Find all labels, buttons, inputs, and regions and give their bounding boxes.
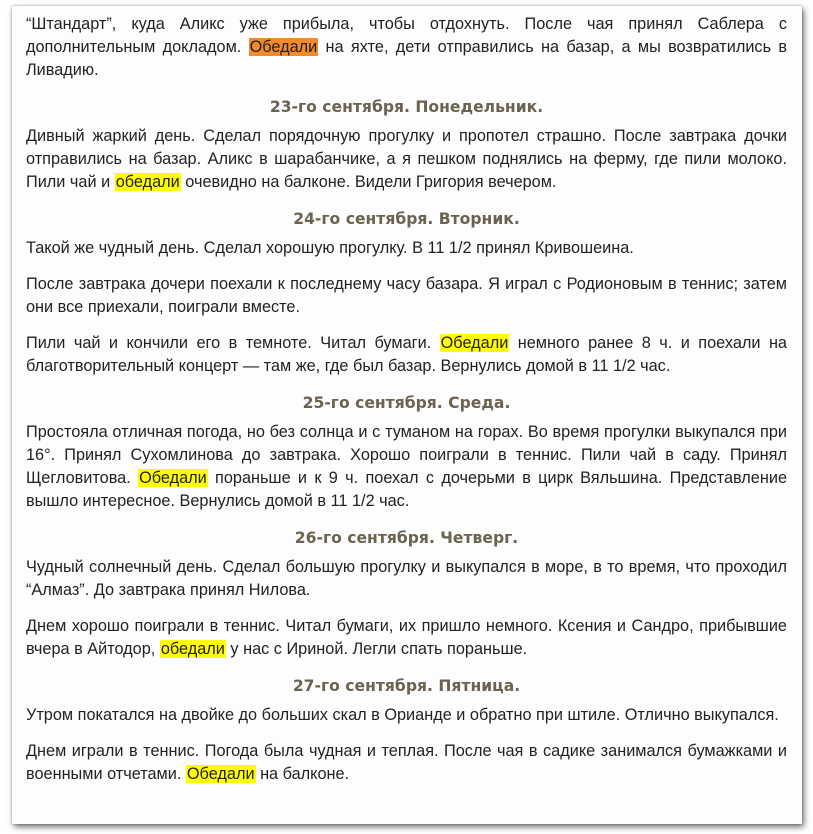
text-run: Утром покатался на двойке до больших скал в Орианде и обратно при штиле. Отлично выкупался.	[26, 706, 779, 724]
diary-paragraph	[26, 13, 787, 82]
diary-paragraph	[26, 332, 787, 378]
diary-text	[26, 13, 787, 799]
text-run: очевидно на балконе. Видели Григория вечером.	[180, 173, 557, 191]
document-page	[12, 6, 802, 824]
text-run: Днем играли в теннис. Погода была чудная и теплая. После чая в садике занимался бумажками и военными отчетами.	[26, 742, 787, 783]
text-run: на балконе.	[255, 765, 350, 783]
text-run: у нас с Ириной. Легли спать пораньше.	[225, 640, 528, 658]
text-run: на яхте, дети отправились на базар, а мы возвратились в Ливадию.	[26, 38, 788, 79]
search-match: Обедали	[139, 469, 207, 487]
diary-paragraph	[26, 556, 787, 602]
diary-paragraph	[26, 125, 787, 194]
search-match: обедали	[115, 173, 180, 191]
diary-paragraph	[26, 237, 787, 260]
diary-paragraph	[26, 704, 787, 727]
search-match: обедали	[160, 640, 225, 658]
text-run: После завтрака дочери поехали к последнему часу базара. Я играл с Родионовым в теннис; затем они все приехали, поиграли вместе.	[26, 275, 787, 316]
search-match: Обедали	[186, 765, 255, 783]
text-run: Чудный солнечный день. Сделал большую прогулку и выкупался в море, в то время, что проходил “Алмаз”. До завтрака принял Нилова.	[26, 558, 787, 599]
day-heading: 25-го сентября. Среда.	[302, 394, 511, 412]
day-heading: 23-го сентября. Понедельник.	[269, 98, 544, 116]
day-heading: 27-го сентября. Пятница.	[292, 677, 521, 695]
text-run: Пили чай и кончили его в темноте. Читал бумаги.	[26, 334, 440, 352]
diary-paragraph	[26, 740, 787, 786]
diary-paragraph	[26, 421, 787, 513]
text-run: пораньше и к 9 ч. поехал с дочерьми в цирк Вяльшина. Представление вышло интересное. Вернулись домой в 11 1/2 час.	[26, 469, 787, 510]
text-run: немного ранее 8 ч. и поехали на благотворительный концерт — там же, где был базар. Вернулись домой в 11 1/2 час.	[26, 334, 787, 375]
text-run: Простояла отличная погода, но без солнца и с туманом на горах. Во время прогулки выкупался при 16°. Принял Сухомлинова до завтрака. Хорошо поиграли в теннис. Пили чай в саду. Принял Щегловитова.	[26, 423, 787, 487]
text-run: Днем хорошо поиграли в теннис. Читал бумаги, их пришло немного. Ксения и Сандро, прибывшие вчера в Айтодор,	[26, 617, 787, 658]
diary-paragraph	[26, 273, 787, 319]
text-run: Дивный жаркий день. Сделал порядочную прогулку и пропотел страшно. После завтрака дочки отправились на базар. Аликс в шарабанчике, а я пешком поднялись на ферму, где пили молоко. Пили чай и	[26, 127, 787, 191]
diary-paragraph	[26, 615, 787, 661]
day-heading: 24-го сентября. Вторник.	[293, 210, 520, 228]
search-match-current: Обедали	[249, 38, 318, 56]
text-run: “Штандарт”, куда Аликс уже прибыла, чтобы отдохнуть. После чая принял Саблера с дополнительным докладом.	[26, 15, 787, 56]
text-run: Такой же чудный день. Сделал хорошую прогулку. В 11 1/2 принял Кривошеина.	[26, 239, 634, 257]
day-heading: 26-го сентября. Четверг.	[294, 529, 519, 547]
search-match: Обедали	[440, 334, 509, 352]
